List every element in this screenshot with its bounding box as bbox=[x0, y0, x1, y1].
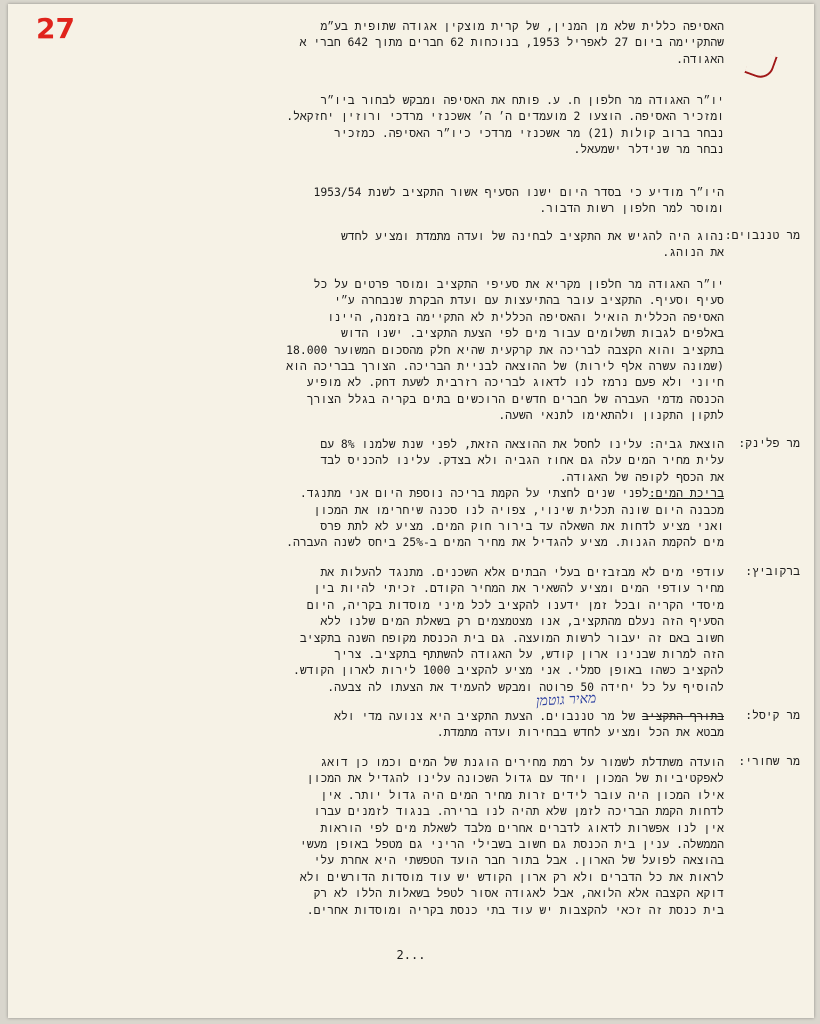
kisel-paragraph bbox=[48, 708, 724, 741]
speaker-label: מר פלינק: bbox=[738, 436, 800, 450]
text-line: לראות את כל הדברים ולא רק ארון הקודש יש עוד מוסדות הדורשים ולא bbox=[299, 869, 724, 884]
text-line: ומוסר למר חלפון רשות הדבור. bbox=[539, 201, 724, 216]
tenenbaum-paragraph bbox=[48, 228, 724, 261]
document-page bbox=[8, 4, 814, 1018]
text-line: באלפים לגבות תשלומים עבור מים לפי הצעת התקציב. ישנו הדוש bbox=[340, 326, 724, 341]
text-line: הזה למרות שבנינו ארון קודש, על האגודה להשתתף בתקציב. צריך bbox=[334, 647, 724, 662]
text-line: מכבנה היום שונה תכלית שינוי, צפויה לנו סכנה שיחרימו את המכון bbox=[313, 502, 724, 517]
text-line: נבחר ברוב קולות (21) מר אשכנזי מרדכי כיו״ר האסיפה. כמזכיר bbox=[334, 125, 724, 140]
speaker-label: מר קיסל: bbox=[745, 708, 800, 722]
text-line: בהוצאה לפועל של הארון. אבל בתור חבר הועד הטפשתי היא אחרת עלי bbox=[313, 853, 724, 868]
text-line: יו״ר האגודה מר חלפון מקריא את סעיפי התקציב ומוסר פרטים על כל bbox=[313, 277, 724, 291]
text-line: להקציב כשהו באופן סמלי. אני מציע להקציב 1000 לירות לארון הקודש. bbox=[292, 663, 724, 678]
text-line: חשוב באם זה יעבור לרשות המועצה. גם בית הכנסת מקופח השנה בתקציב bbox=[299, 630, 724, 645]
text-line bbox=[48, 708, 724, 724]
text-line: בתקציב והוא הקצבה לבריכה את קרקעית שהיא חלק מהסכום המשוער 18.000 bbox=[286, 342, 724, 357]
chair-election-paragraph bbox=[48, 92, 724, 158]
collection-paragraph bbox=[48, 436, 724, 551]
text-line: אילו המכון היה עובר לידים זרות מחיר המים היה גדול יותר. אין bbox=[320, 787, 724, 802]
text-line: מים להקמת הגנות. מציע להגדיל את מחיר המים ב-25% ביחס לשנה העברה. bbox=[286, 535, 724, 550]
text-line: לדחות הקמת הבריכה לזמן שלא תהיה לנו ברירה. בנגוד לזמנים עברו bbox=[313, 804, 724, 819]
text-run: לפני שנים לחצתי על הקמת בריכה נוספת היום אני מתנגד. bbox=[299, 486, 649, 501]
text-line: בית כנסת זה זכאי להקצבות יש עוד בתי כנסת בקריה ומוסדות אחרים. bbox=[306, 902, 724, 917]
shachori-paragraph bbox=[48, 754, 724, 918]
text-line: לאפקטיביות של המכון ויחד עם גדול השכונה עלינו להגדיל את המכון bbox=[306, 771, 724, 786]
text-line bbox=[48, 485, 724, 501]
text-line: עודפי מים לא מבזבזים בעלי הבתים אלא השכנים. מתנגד להעלות את bbox=[320, 565, 724, 579]
text-run: של מר טננבוים. הצעת התקציב היא צנועה מדי ולא bbox=[334, 709, 636, 723]
text-line: מחיר עודפי המים ומציע להשאיר את המחיר הקודם. זכיתי להיות בין bbox=[313, 581, 724, 596]
text-line: נהוג היה להגיש את התקציב לבחינה של ועדה מתמדת ומציע לחדש bbox=[340, 229, 724, 243]
text-line: הועדה משתדלת לשמור על רמת מחירים הוגנת של המים וכמו כן דואג bbox=[320, 755, 724, 769]
text-line: ומזכיר האסיפה. הוצעו 2 מועמדים ה׳ ה׳ אשכנזי מרדכי ורוזין יחזקאל. bbox=[286, 109, 724, 124]
speaker-label: מר שחורי: bbox=[738, 754, 800, 768]
pool-subheading: בריכת המים: bbox=[648, 486, 724, 501]
handwritten-note: מאיר גוטמן bbox=[535, 690, 597, 710]
struck-text: בתורף התקציב bbox=[641, 709, 724, 723]
text-line: לתקון התקנון ולהתאימו לתנאי השעה. bbox=[498, 408, 724, 423]
text-line: אין לנו אפשרות לדאוג לדברים אחרים מלבד לשאלת מים לפי הוראות bbox=[320, 820, 724, 835]
text-line: שהתקיימה ביום 27 לאפריל 1953, בנוכחות 62 חברים מתוך 642 חברי א bbox=[299, 35, 724, 50]
speaker-label: ברקוביץ: bbox=[745, 564, 800, 578]
page-number: 27 bbox=[36, 12, 75, 45]
text-line: ואני מציע לדחות את השאלה עד בירור חוק המים. מציע לא לתת פרס bbox=[320, 519, 724, 534]
text-line: האגודה. bbox=[676, 51, 724, 66]
text-line: נבחר מר שנידלר ישמעאל. bbox=[573, 142, 724, 157]
text-line: הוצאת גביה: עלינו לחסל את ההוצאה הזאת, לפני שנת שלמנו 8% עם bbox=[320, 437, 724, 451]
text-line: דוקא הקצבה אלא הלואה, אבל לאגודה אסור לטפל בשאלות הללו לא רק bbox=[313, 886, 724, 901]
text-line: את הנוהג. bbox=[662, 245, 724, 260]
text-line: הסעיף הזה נעלם מהתקציב, אנו מצטמצמים רק בשאלת המים שלנו ללא bbox=[320, 614, 724, 629]
corner-mark bbox=[744, 48, 777, 81]
text-line: היו״ר מודיע כי בסדר היום ישנו הסעיף אשור התקציב לשנת 1953/54 bbox=[313, 185, 724, 199]
text-line: סעיף וסעיף. התקציב עובר בהתיעצות עם ועדת הבקרת שנבחרה ע״י bbox=[334, 293, 724, 308]
text-line: הכנסה מדמי העברה של חברים חדשים הרוכשים בתים בקריה בגלל הצורך bbox=[306, 391, 724, 406]
agenda-paragraph bbox=[48, 184, 724, 217]
text-line: חיוני ולא פעם נרמז לנו לדאוג לבריכה רזרבית לשעת דחק. לא מופיע bbox=[306, 375, 724, 390]
page-continuation: 2... bbox=[396, 948, 426, 962]
speaker-label: מר טננבוים: bbox=[724, 228, 800, 242]
text-line: את הכסף לקופה של האגודה. bbox=[559, 469, 724, 484]
text-line: האסיפה כללית שלא מן המנין, של קרית מוצקין אגודה שתופית בע״מ bbox=[320, 19, 724, 33]
text-line: עלית מחיר המים עלה גם אחוז הגביה ולא בצדק. עלינו להכניס לבד bbox=[320, 453, 724, 468]
opening-paragraph bbox=[48, 18, 724, 67]
berkovitz-paragraph bbox=[48, 564, 724, 695]
text-line: יו״ר האגודה מר חלפון ח. ע. פותח את האסיפה ומבקש לבחור ביו״ר bbox=[320, 93, 724, 107]
text-line: מבטא את הכל ומציע לחדש בבחירות ועדה מתמדת. bbox=[436, 725, 724, 740]
text-line: האסיפה הכללית הואיל והאסיפה הכללית לא התקיימה בזמנה, היינו bbox=[327, 309, 724, 324]
budget-paragraph bbox=[48, 276, 724, 424]
text-line: להוסיף על כל יחידה 50 פרוטה ומבקש להעמיד את הצעתו לה צבעה. bbox=[327, 679, 724, 694]
text-line: מיסדי הקריה ובכל זמן ידענו להקציב לכל מיני מוסדות בקריה, היום bbox=[306, 597, 724, 612]
text-line: הממשלה. ענין בית הכנסת גם חשוב בשבילי הריני גם מטפל באופן מעשי bbox=[299, 837, 724, 852]
text-line: (שמונה עשרה אלף לירות) של ההוצאה לבניית הבריכה. הצורך בבריכה הוא bbox=[286, 359, 724, 374]
